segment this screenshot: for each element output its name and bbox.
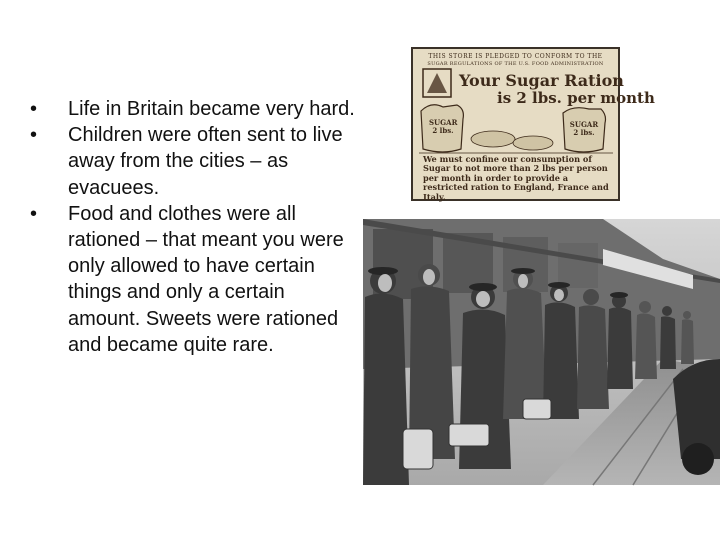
- poster-body: We must confine our consumption of Sugar to not more than 2 lbs per person per month in order to provide a restricted ration to England, France and Italy.: [423, 154, 609, 202]
- poster-headline: Your Sugar Ration: [459, 71, 624, 90]
- sugar-bag-label: SUGAR 2 lbs.: [569, 120, 599, 137]
- poster-amount: is 2 lbs. per month: [497, 89, 655, 107]
- poster-top-line: SUGAR REGULATIONS OF THE U.S. FOOD ADMINISTRATION: [427, 61, 604, 67]
- bullet-list: [30, 96, 360, 358]
- bullet-text: Life in Britain became very hard.: [68, 98, 355, 120]
- sugar-ration-poster: [411, 47, 655, 202]
- bullet-text: Food and clothes were all rationed – that meant you were only allowed to have certain things and only a certain amount. Sweets were rationed and became quite rare.: [68, 202, 344, 356]
- bullet-item: [30, 96, 360, 122]
- bullet-dot-icon: •: [30, 98, 38, 120]
- bullet-item: [30, 201, 360, 358]
- bullet-dot-icon: •: [30, 202, 38, 225]
- sugar-bag-label: SUGAR 2 lbs.: [429, 118, 458, 135]
- bullet-text: Children were often sent to live away from the cities – as evacuees.: [68, 124, 343, 199]
- poster-top-line: THIS STORE IS PLEDGED TO CONFORM TO THE: [428, 53, 603, 60]
- queue-photo-icon: [363, 219, 720, 485]
- bullet-dot-icon: •: [30, 124, 38, 147]
- queue-photo: [363, 219, 720, 485]
- bullet-item: [30, 122, 360, 201]
